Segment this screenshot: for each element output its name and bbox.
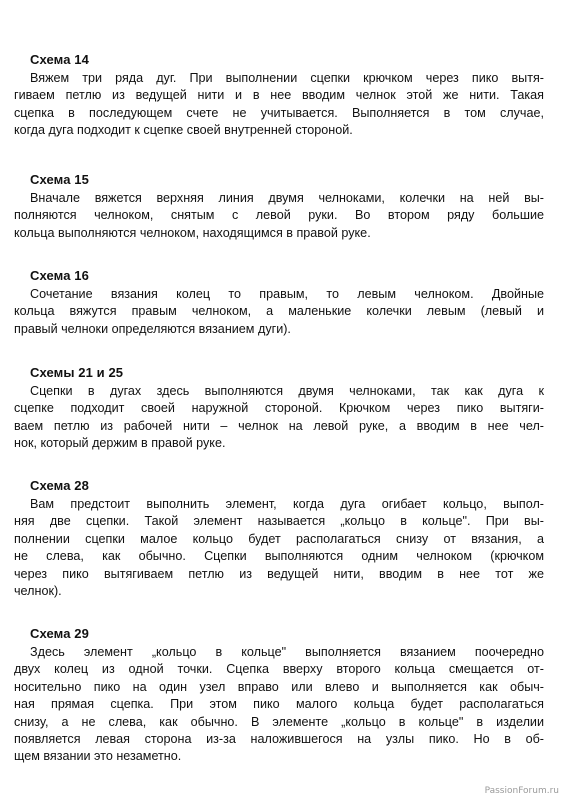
section-scheme-15 <box>14 172 544 242</box>
text-line: ная прямая сцепка. При этом пико малого кольца будет располагаться <box>14 697 544 712</box>
watermark: PassionForum.ru <box>484 786 559 796</box>
text-line: снизу, а не слева, как обычно. В элементе „кольцо в кольце" в изделии <box>14 714 544 729</box>
section-scheme-14 <box>14 52 544 140</box>
section-body <box>14 496 544 600</box>
section-scheme-29 <box>14 626 544 766</box>
section-heading: Схема 29 <box>30 626 89 641</box>
text-line: кольца выполняются челноком, находящимся в правой руке. <box>14 225 371 240</box>
section-heading: Схема 14 <box>30 52 89 67</box>
section-body <box>14 286 544 338</box>
text-line: Сцепки в дугах здесь выполняются двумя челноками, так как дуга к <box>30 384 544 398</box>
text-line: Вам предстоит выполнить элемент, когда дуга огибает кольцо, выпол- <box>30 497 544 511</box>
section-heading: Схема 28 <box>30 478 89 493</box>
section-scheme-28 <box>14 478 544 600</box>
text-line: гиваем петлю из ведущей нити и в нее вводим челнок этой же нити. Такая <box>14 88 544 103</box>
section-body <box>14 190 544 242</box>
text-line: через пико вытягиваем петлю из ведущей нити, вводим в нее тот же <box>14 566 544 581</box>
text-line: сцепке подходит своей наружной стороной. Крючком через пико вытяги- <box>14 401 544 416</box>
text-line: когда дуга подходит к сцепке своей внутренней стороной. <box>14 123 353 138</box>
text-line: нок, который держим в правой руке. <box>14 436 226 451</box>
text-line: полнении сцепки малое кольцо будет располагаться снизу от вязания, а <box>14 531 544 546</box>
text-line: Вначале вяжется верхняя линия двумя челноками, колечки на ней вы- <box>30 191 544 205</box>
text-line: няя две сцепки. Такой элемент называется „кольцо в кольце". При вы- <box>14 514 544 529</box>
text-line: Здесь элемент „кольцо в кольце" выполняется вязанием поочередно <box>30 645 544 659</box>
section-heading: Схема 16 <box>30 268 89 283</box>
section-scheme-16 <box>14 268 544 338</box>
section-heading: Схемы 21 и 25 <box>30 365 124 380</box>
text-line: щем вязании это незаметно. <box>14 749 182 764</box>
section-body <box>14 70 544 140</box>
text-line: полняются челноком, снятым с левой руки. Во втором ряду большие <box>14 208 544 223</box>
text-line: ваем петлю из рабочей нити – челнок на левой руке, а вводим в нее чел- <box>14 418 544 433</box>
text-line: появляется левая сторона из-за наложившегося на узлы пико. Но в об- <box>14 732 544 747</box>
text-line: челнок). <box>14 584 62 599</box>
section-schemes-21-25 <box>14 365 544 453</box>
text-line: сцепка в последующем счете не учитывается. Выполняется в том случае, <box>14 105 544 120</box>
section-body <box>14 644 544 766</box>
text-line: кольца вяжутся правым челноком, а маленькие колечки левым (левый и <box>14 304 544 319</box>
text-line: Сочетание вязания колец то правым, то левым челноком. Двойные <box>30 287 544 301</box>
text-line: двух колец из одной точки. Сцепка вверху второго кольца смещается от- <box>14 662 544 677</box>
text-line: Вяжем три ряда дуг. При выполнении сцепки крючком через пико вытя- <box>30 71 544 85</box>
text-line: носительно пико на один узел вправо или влево и выполняется как обыч- <box>14 679 544 694</box>
section-heading: Схема 15 <box>30 172 89 187</box>
text-line: правый челноки определяются вязанием дуги). <box>14 321 291 336</box>
section-body <box>14 383 544 453</box>
text-line: не слева, как обычно. Сцепки выполняются одним челноком (крючком <box>14 549 544 564</box>
